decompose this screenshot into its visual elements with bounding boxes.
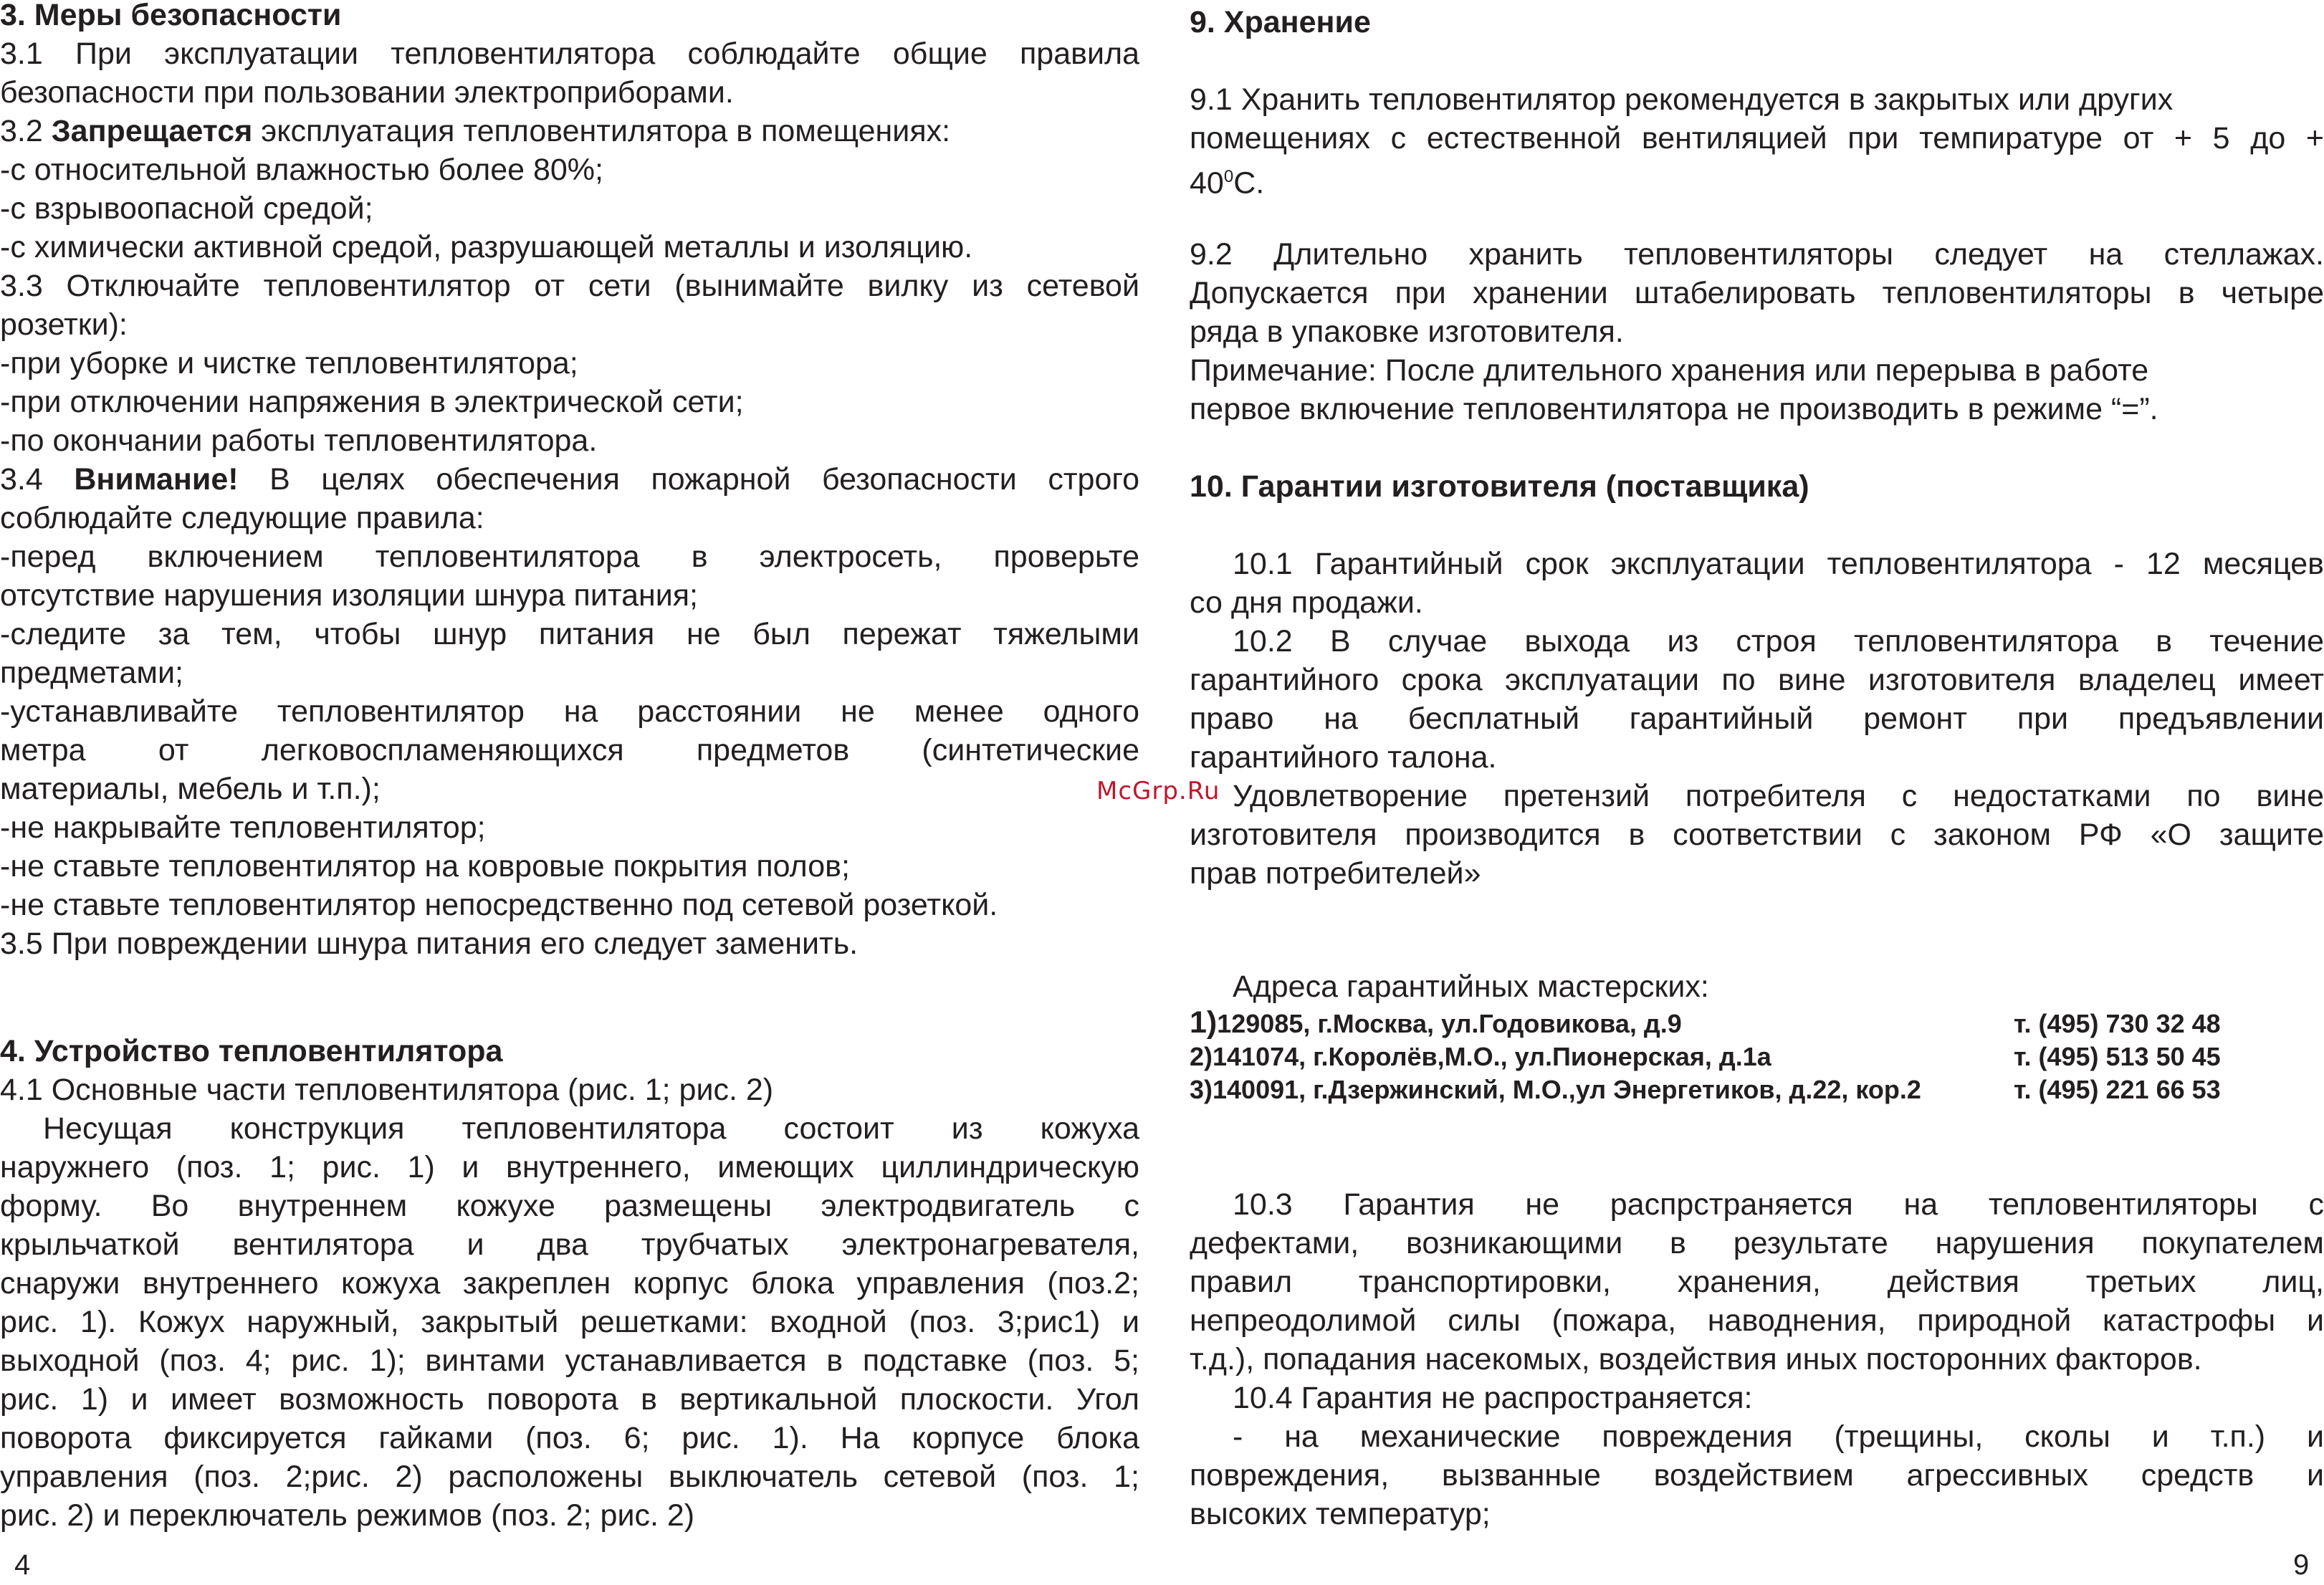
- phone-3: т. (495) 221 66 53: [2014, 1075, 2221, 1104]
- list-item: -при отключении напряжения в электрической сети;: [0, 385, 744, 419]
- paragraph-line: 10.4 Гарантия не распространяется:: [1233, 1381, 1753, 1415]
- emphasis-prohibited: Запрещается: [51, 114, 253, 148]
- list-item: -перед включением тепловентилятора в электросеть, проверьте: [0, 540, 1139, 574]
- list-item: -следите за тем, чтобы шнур питания не был пережат тяжелыми: [0, 617, 1139, 651]
- paragraph-line: 10.1 Гарантийный срок эксплуатации тепловентилятора - 12 месяцев: [1233, 547, 2324, 581]
- page-number-right: 9: [2293, 1549, 2310, 1581]
- paragraph-line: ряда в упаковке изготовителя.: [1190, 315, 1624, 349]
- list-item: метра от легковоспламеняющихся предметов (синтетические: [0, 733, 1139, 767]
- section-heading-device: 4. Устройство тепловентилятора: [0, 1034, 503, 1068]
- paragraph-line: помещениях с естественной вентиляцией при темпиратуре от + 5 до +: [1190, 121, 2324, 155]
- list-item: -с относительной влажностью более 80%;: [0, 153, 603, 187]
- paragraph-line-temperature: $40^0С$.: [1190, 166, 1265, 201]
- paragraph-line: право на бесплатный гарантийный ремонт при предъявлении: [1190, 701, 2324, 736]
- paragraph-line: 4.1 Основные части тепловентилятора (рис. 1; рис. 2): [0, 1073, 774, 1107]
- paragraph-line: наружнего (поз. 1; рис. 1) и внутреннего, имеющих циллиндрическую: [0, 1150, 1139, 1184]
- paragraph-line: Несущая конструкция тепловентилятора состоит из кожуха: [43, 1111, 1139, 1146]
- paragraph-line: выходной (поз. 4; рис. 1); винтами устанавливается в подставке (поз. 5;: [0, 1344, 1139, 1378]
- paragraph-line: 3.1 При эксплуатации тепловентилятора соблюдайте общие правила: [0, 37, 1139, 71]
- paragraph-line: т.д.), попадания насекомых, воздействия иных посторонних факторов.: [1190, 1342, 2202, 1376]
- paragraph-line: Удовлетворение претензий потребителя с недостатками по вине: [1233, 779, 2324, 813]
- paragraph-line: со дня продажи.: [1190, 585, 1423, 620]
- paragraph-line: форму. Во внутреннем кожухе размещены электродвигатель с: [0, 1189, 1139, 1223]
- paragraph-line: поворота фиксируется гайками (поз. 6; рис. 1). На корпусе блока: [0, 1421, 1139, 1455]
- emphasis-attention: Внимание!: [74, 462, 239, 497]
- list-item: -с взрывоопасной средой;: [0, 191, 373, 226]
- list-item: - на механические повреждения (трещины, сколы и т.п.) и: [1233, 1419, 2324, 1454]
- paragraph-line: управления (поз. 2;рис. 2) расположены выключатель сетевой (поз. 1;: [0, 1460, 1139, 1494]
- list-item: -с химически активной средой, разрушающей металлы и изоляцию.: [0, 230, 973, 264]
- list-item: -не ставьте тепловентилятор на ковровые покрытия полов;: [0, 849, 850, 884]
- address-2: 2)141074, г.Королёв,М.О., ул.Пионерская, д.1а: [1190, 1042, 1771, 1071]
- paragraph-line: 10.2 В случае выхода из строя тепловентилятора в течение: [1233, 624, 2324, 659]
- paragraph-line: Допускается при хранении штабелировать тепловентиляторы в четыре: [1190, 276, 2324, 310]
- section-heading-storage: 9. Хранение: [1190, 5, 1371, 39]
- paragraph-line: безопасности при пользовании электроприборами.: [0, 75, 734, 110]
- list-item: -устанавливайте тепловентилятор на расстоянии не менее одного: [0, 694, 1139, 729]
- list-item: материалы, мебель и т.п.);: [0, 772, 381, 806]
- phone-1: т. (495) 730 32 48: [2014, 1009, 2221, 1038]
- paragraph-line-prohibited: 3.2 Запрещается эксплуатация тепловентилятора в помещениях:: [0, 114, 951, 148]
- list-item: предметами;: [0, 656, 183, 690]
- page-number-left: 4: [14, 1549, 31, 1581]
- list-item: отсутствие нарушения изоляции шнура питания;: [0, 578, 698, 613]
- paragraph-line: соблюдайте следующие правила:: [0, 501, 484, 535]
- list-item: -не ставьте тепловентилятор непосредственно под сетевой розеткой.: [0, 888, 998, 922]
- paragraph-line: рис. 2) и переключатель режимов (поз. 2; рис. 2): [0, 1498, 695, 1533]
- section-heading-warranty: 10. Гарантии изготовителя (поставщика): [1190, 469, 1809, 504]
- note-line: Примечание: После длительного хранения или перерыва в работе: [1190, 353, 2149, 388]
- paragraph-line-attention: 3.4 Внимание! В целях обеспечения пожарной безопасности строго: [0, 462, 1140, 497]
- paragraph-line: изготовителя производится в соответствии с законом РФ «О защите: [1190, 818, 2324, 852]
- addresses-heading: Адреса гарантийных мастерских:: [1233, 969, 1709, 1004]
- paragraph-line: 9.2 Длительно хранить тепловентиляторы следует на стеллажах.: [1190, 237, 2324, 272]
- paragraph-line: 3.5 При повреждении шнура питания его следует заменить.: [0, 926, 859, 961]
- list-item: высоких температур;: [1190, 1497, 1491, 1531]
- paragraph-line: розетки):: [0, 307, 128, 342]
- list-item: повреждения, вызванные воздействием агрессивных средств и: [1190, 1458, 2324, 1493]
- phone-2: т. (495) 513 50 45: [2014, 1042, 2221, 1071]
- paragraph-line: гарантийного срока эксплуатации по вине изготовителя владелец имеет: [1190, 663, 2324, 697]
- paragraph-line: дефектами, возникающими в результате нарушения покупателем: [1190, 1226, 2324, 1260]
- address-1: 1)129085, г.Москва, ул.Годовикова, д.9: [1190, 1005, 1682, 1040]
- paragraph-line: прав потребителей»: [1190, 856, 1481, 891]
- section-heading-safety: 3. Меры безопасности: [0, 0, 342, 32]
- paragraph-line: рис. 1). Кожух наружный, закрытый решетками: входной (поз. 3;рис1) и: [0, 1305, 1139, 1339]
- list-item: -по окончании работы тепловентилятора.: [0, 423, 598, 458]
- watermark: McGrp.Ru: [1096, 777, 1220, 805]
- paragraph-line: крыльчаткой вентилятора и два трубчатых электронагревателя,: [0, 1227, 1139, 1262]
- paragraph-line: 10.3 Гарантия не распрстраняется на тепловентиляторы с: [1233, 1187, 2324, 1222]
- paragraph-line: непреодолимой силы (пожара, наводнения, природной катастрофы и: [1190, 1303, 2324, 1338]
- paragraph-line: рис. 1) и имеет возможность поворота в вертикальной плоскости. Угол: [0, 1382, 1139, 1417]
- paragraph-line: гарантийного талона.: [1190, 740, 1497, 775]
- list-item: -не накрывайте тепловентилятор;: [0, 810, 486, 845]
- note-line: первое включение тепловентилятора не производить в режиме “=”.: [1190, 392, 2158, 426]
- paragraph-line: правил транспортировки, хранения, действия третьих лиц,: [1190, 1265, 2324, 1299]
- paragraph-line: снаружи внутреннего кожуха закреплен корпус блока управления (поз.2;: [0, 1266, 1139, 1301]
- paragraph-line: 9.1 Хранить тепловентилятор рекомендуется в закрытых или других: [1190, 82, 2174, 117]
- degree-superscript: 0: [1223, 167, 1234, 186]
- address-3: 3)140091, г.Дзержинский, М.О.,ул Энергетиков, д.22, кор.2: [1190, 1075, 1921, 1104]
- list-item: -при уборке и чистке тепловентилятора;: [0, 346, 578, 380]
- paragraph-line: 3.3 Отключайте тепловентилятор от сети (вынимайте вилку из сетевой: [0, 269, 1139, 303]
